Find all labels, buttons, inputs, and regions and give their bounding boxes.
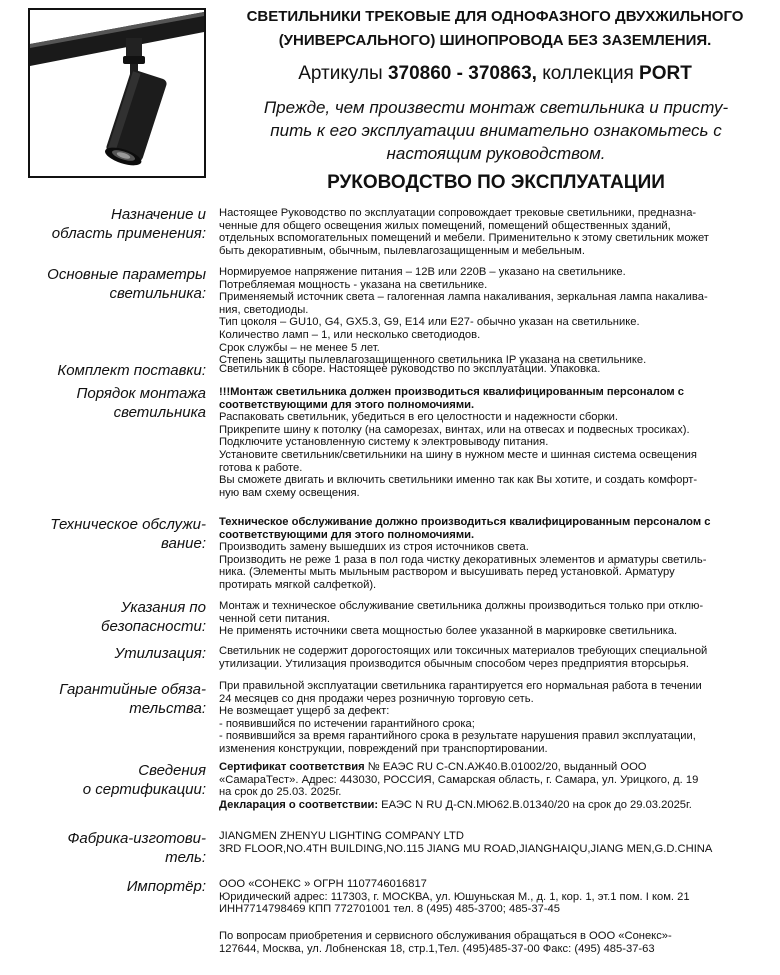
section-text-importer-contacts: [219, 930, 775, 955]
label-line: Техническое обслужи-: [50, 516, 206, 533]
text-line: Срок службы – не менее 5 лет.: [219, 341, 380, 354]
section-label-purpose: [6, 205, 206, 243]
text-line: ния, светодиоды.: [219, 303, 309, 316]
label-line: Назначение и: [111, 206, 206, 223]
section-text-factory: [219, 830, 775, 855]
intro-note: [218, 96, 774, 165]
label-line: Импортёр:: [126, 878, 206, 895]
label-line: Порядок монтажа: [76, 385, 206, 402]
label-line: тель:: [165, 849, 206, 866]
text-line: быть декоративным, обычным, пылевлагозащищенным и мебельным.: [219, 244, 585, 257]
label-line: Комплект поставки:: [57, 362, 206, 379]
section-label-params: [6, 265, 206, 303]
section-label-kit: [6, 361, 206, 380]
articles-prefix: Артикулы: [298, 63, 388, 84]
label-line: вание:: [161, 535, 206, 552]
text-line: Нормируемое напряжение питания – 12В или 220В – указано на светильнике.: [219, 266, 626, 278]
label-line: Утилизация:: [114, 645, 206, 662]
text-line: Применяемый источник света – галогенная лампа накаливания, зеркальная лампа накалива-: [219, 291, 708, 304]
text-line: Юридический адрес: 117303, г. МОСКВА, ул. Юшуньская М., д. 1, кор. 1, эт.1 пом. I ком. 21: [219, 890, 690, 903]
section-text-params: [219, 266, 775, 367]
collection-prefix: коллекция: [536, 63, 640, 84]
track-light-illustration: [30, 10, 204, 176]
text-line: JIANGMEN ZHENYU LIGHTING COMPANY LTD: [219, 830, 464, 842]
section-label-warranty: [6, 680, 206, 718]
text-line: Количество ламп – 1, или несколько светодиодов.: [219, 328, 481, 341]
collection-name: PORT: [639, 63, 692, 84]
decl-rest: ЕАЭС N RU Д-CN.МЮ62.В.01340/20 на срок до 29.03.2025г.: [378, 798, 692, 811]
text-line: При правильной эксплуатации светильника гарантируется его нормальная работа в течении: [219, 680, 702, 692]
intro-line: Прежде, чем произвести монтаж светильника и присту-: [263, 98, 729, 117]
section-label-mount: [6, 384, 206, 422]
text-line: 3RD FLOOR,NO.4TH BUILDING,NO.115 JIANG MU ROAD,JIANGHAIQU,JIANG MEN,G.D.CHINA: [219, 842, 713, 855]
text-line: 127644, Москва, ул. Лобненская 18, стр.1,Тел. (495)485-37-00 Факс: (495) 485-37-63: [219, 942, 655, 955]
text-line: ченные для общего освещения жилых помещений, помещений общественных зданий,: [219, 219, 671, 232]
text-line: протирать мягкой салфеткой).: [219, 578, 377, 591]
text-line: Светильник в сборе. Настоящее руководство по эксплуатации. Упаковка.: [219, 363, 601, 375]
doc-title-line-1: СВЕТИЛЬНИКИ ТРЕКОВЫЕ ДЛЯ ОДНОФАЗНОГО ДВУХЖИЛЬНОГО: [246, 8, 744, 25]
text-line: Степень защиты пылевлагозащищенного светильника IP указана на светильнике.: [219, 354, 647, 367]
section-text-disposal: [219, 645, 775, 670]
text-line: отдельных вспомогательных помещений и мебели. Применительно к этому светильник может: [219, 232, 709, 245]
text-line: ника. (Элементы мыть мыльным раствором и высушивать перед установкой. Арматуру: [219, 566, 675, 579]
text-line-bold: соответствующими для этого полномочиями.: [219, 528, 475, 541]
text-line: Вы сможете двигать и включить светильники именно так как Вы хотите, и создать комфорт-: [219, 474, 698, 487]
section-label-cert: [6, 761, 206, 799]
text-line: Не возмещает ущерб за дефект:: [219, 705, 390, 718]
section-text-kit: [219, 363, 775, 376]
cert-rest: № ЕАЭС RU С-CN.АЖ40.В.01002/20, выданный ООО: [364, 761, 647, 773]
section-text-safety: [219, 600, 775, 638]
text-line: Тип цоколя – GU10, G4, GX5.3, G9, E14 или E27- обычно указан на светильнике.: [219, 316, 640, 329]
section-text-importer: [219, 878, 775, 916]
label-line: безопасности:: [101, 618, 206, 635]
text-line: ИНН7714798469 КПП 772701001 тел. 8 (495) 485-3700; 485-37-45: [219, 903, 560, 916]
text-line: Монтаж и техническое обслуживание светильника должны производиться только при отклю-: [219, 600, 704, 612]
text-line: ООО «СОНЕКС » ОГРН 1107746016817: [219, 878, 427, 890]
manual-title: РУКОВОДСТВО ПО ЭКСПЛУАТАЦИИ: [327, 172, 665, 193]
section-label-disposal: [6, 644, 206, 663]
cert-bold: Сертификат соответствия: [219, 761, 365, 773]
label-line: Указания по: [120, 599, 206, 616]
text-line-bold: !!!Монтаж светильника должен производиться квалифицированным персоналом с: [219, 386, 684, 398]
section-text-warranty: [219, 680, 775, 756]
intro-line: настоящим руководством.: [386, 144, 606, 163]
section-label-factory: [6, 829, 206, 867]
text-line: готова к работе.: [219, 461, 303, 474]
text-line: Светильник не содержит дорогостоящих или токсичных материалов требующих специальной: [219, 645, 708, 657]
text-line-bold: Техническое обслуживание должно производиться квалифицированным персоналом с: [219, 516, 711, 528]
text-line: Производить не реже 1 раза в пол года чистку декоративных элементов и арматуры светиль-: [219, 553, 707, 566]
label-line: о сертификации:: [82, 781, 206, 798]
text-line: Распаковать светильник, убедиться в его целостности и надежности сборки.: [219, 411, 618, 424]
text-line-bold: соответствующими для этого полномочиями.: [219, 398, 475, 411]
section-text-service: [219, 516, 775, 592]
text-line: изменения конструкции, повреждений при транспортировании.: [219, 742, 548, 755]
text-line: - появившийся за время гарантийного срока в результате нарушения правил эксплуатации,: [219, 730, 696, 743]
intro-line: пить к его эксплуатации внимательно ознакомьтесь с: [270, 121, 722, 140]
text-line: Подключите установленную систему к электровыводу питания.: [219, 436, 549, 449]
text-line: Установите светильник/светильники на шину в нужном месте и шинная система освещения: [219, 448, 697, 461]
section-text-cert: [219, 761, 775, 811]
text-line: «СамараТест». Адрес: 443030, РОССИЯ, Самарская область, г. Самара, ул. Урицкого, д. 19: [219, 773, 699, 786]
text-line: ченной сети питания.: [219, 612, 331, 625]
label-line: светильника:: [109, 285, 206, 302]
text-line: [219, 761, 775, 774]
text-line: Прикрепите шину к потолку (на саморезах, винтах, или на отвесах и подвесных тросиках).: [219, 423, 690, 436]
label-line: область применения:: [51, 225, 206, 242]
text-line: ную вам схему освещения.: [219, 486, 360, 499]
section-label-importer: [6, 877, 206, 896]
lamp-body: [103, 69, 168, 169]
articles-line: [210, 62, 780, 86]
articles-range: 370860 - 370863,: [387, 63, 537, 84]
label-line: Гарантийные обяза-: [59, 681, 206, 698]
text-line: утилизации. Утилизация производится обычным способом через предприятия вторсырья.: [219, 657, 690, 670]
decl-bold: Декларация о соответствии:: [219, 798, 379, 811]
section-label-service: [6, 515, 206, 553]
text-line: 24 месяцев со дня продажи через розничную торговую сеть.: [219, 692, 534, 705]
text-line: на срок до 25.03. 2025г.: [219, 786, 342, 799]
label-line: Сведения: [138, 762, 206, 779]
text-line: Не применять источники света мощностью более указанной в маркировке светильника.: [219, 625, 678, 638]
section-text-purpose: [219, 207, 775, 257]
text-line: Потребляемая мощность - указана на светильнике.: [219, 278, 488, 291]
label-line: светильника: [113, 404, 206, 421]
text-line: Производить замену вышедших из строя источников света.: [219, 541, 529, 554]
label-line: тельства:: [129, 700, 206, 717]
product-image: [28, 8, 206, 178]
text-line: [219, 799, 775, 812]
label-line: Основные параметры: [47, 266, 206, 283]
label-line: Фабрика-изготови-: [67, 830, 206, 847]
section-label-safety: [6, 598, 206, 636]
text-line: Настоящее Руководство по эксплуатации сопровождает трековые светильники, предназна-: [219, 207, 697, 219]
text-line: По вопросам приобретения и сервисного обслуживания обращаться в ООО «Сонекс»-: [219, 930, 672, 942]
section-text-mount: [219, 386, 775, 499]
text-line: - появившийся по истечении гарантийного срока;: [219, 717, 475, 730]
doc-title-line-2: (УНИВЕРСАЛЬНОГО) ШИНОПРОВОДА БЕЗ ЗАЗЕМЛЕНИЯ.: [278, 32, 712, 49]
